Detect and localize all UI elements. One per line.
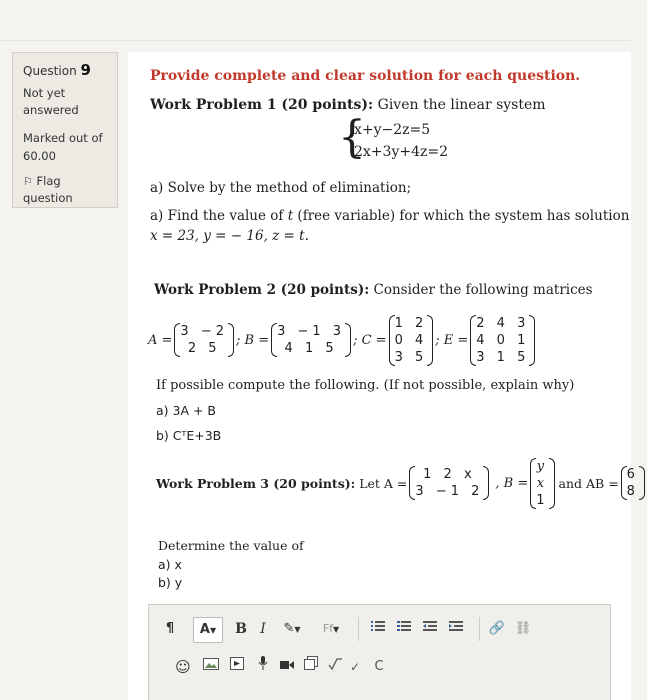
problem-2-intro: Consider the following matrices [369, 282, 593, 298]
outdent-icon [423, 620, 437, 632]
image-icon [203, 658, 219, 670]
matrix-p3-b [530, 458, 554, 509]
indent-icon [449, 620, 463, 632]
indent-button[interactable] [445, 617, 467, 641]
chevron-down-icon: ▼ [333, 625, 340, 634]
problem-3-and: and AB = [558, 475, 619, 491]
question-content [128, 52, 639, 700]
matrix-row: 4 0 1 [476, 332, 530, 348]
problem-1-part-a: a) Solve by the method of elimination; [150, 180, 412, 196]
toolbar-row-1 [155, 617, 605, 641]
matrix-e [470, 315, 535, 366]
problem-1-heading [150, 97, 546, 113]
p1b-post: (free variable) for which the system has solution [293, 208, 630, 224]
question-number-value: 9 [80, 61, 91, 79]
matrix-row: 3 −1 2 [415, 484, 484, 499]
top-bar [0, 0, 631, 41]
matrix-p3-a [409, 466, 489, 500]
bulleted-list-icon [371, 620, 385, 632]
problem-3-let: Let A = [355, 475, 408, 491]
files-icon [304, 656, 318, 670]
manage-files-button[interactable] [301, 655, 321, 679]
problem-2-part-a: a) 3A + B [156, 403, 217, 418]
toolbar-divider [358, 617, 359, 641]
toolbar-divider [479, 617, 480, 641]
matrix-b-label: ; B = [236, 332, 270, 348]
problem-3-line [156, 450, 647, 516]
problem-2-title: Work Problem 2 (20 points): [154, 282, 370, 298]
video-camera-icon [280, 660, 294, 670]
answer-editor[interactable] [148, 604, 611, 700]
equation-2: 2x+3y+4z=2 [354, 144, 449, 160]
link-button[interactable]: 🔗 [488, 621, 506, 636]
marked-out-of-value: 60.00 [23, 149, 56, 163]
bulleted-list-button[interactable] [367, 617, 389, 641]
paragraph-button[interactable]: ¶ [165, 621, 175, 636]
matrix-row: 2 5 [187, 341, 221, 356]
equation-icon [328, 658, 342, 670]
spellcheck-button[interactable]: C [374, 659, 384, 674]
numbered-list-icon [397, 620, 411, 632]
problem-3-determine: Determine the value of [158, 538, 304, 553]
flag-icon[interactable]: ⚐ [23, 175, 33, 188]
matrix-row: 3 1 5 [476, 349, 530, 365]
flag-question-link[interactable] [23, 173, 117, 207]
record-audio-button[interactable] [253, 655, 273, 679]
highlight-button[interactable] [279, 617, 305, 641]
question-info-panel [12, 52, 118, 208]
flag-label[interactable]: Flag [36, 174, 61, 188]
matrix-b [271, 323, 351, 357]
status-line-1: Not yet [23, 86, 66, 100]
p1b-pre: a) Find the value of [150, 208, 288, 224]
matrix-a [174, 323, 234, 357]
chevron-down-icon: ▼ [209, 626, 217, 635]
question-label: Question [23, 64, 77, 78]
matrix-row: 3 −1 3 [277, 324, 346, 339]
problem-2-part-b: b) CᵀE+3B [156, 428, 222, 443]
marks-info [23, 129, 117, 165]
system-brace: { [338, 112, 366, 163]
matrix-a-label: A = [148, 332, 173, 348]
problem-1-title: Work Problem 1 (20 points): [150, 97, 374, 113]
matrix-row: 3 5 [394, 349, 428, 365]
matrix-ab [621, 466, 645, 500]
equation-1: x+y−2z=5 [354, 122, 431, 138]
matrix-c-label: ; C = [353, 332, 387, 348]
matrix-row: 6 [626, 467, 639, 482]
media-button[interactable] [227, 655, 247, 679]
font-color-label: A [199, 622, 210, 637]
image-button[interactable] [201, 655, 221, 679]
marked-out-of-label: Marked out of [23, 131, 103, 145]
record-video-button[interactable] [277, 655, 297, 679]
matrix-row: 1 2 x [423, 467, 476, 482]
equation-button[interactable] [325, 655, 345, 679]
p1b-var: t [287, 208, 294, 224]
problem-2-text: If possible compute the following. (If not possible, explain why) [156, 378, 575, 393]
matrix-p3-b-label: , B = [495, 475, 529, 491]
matrix-row: 1 2 [394, 315, 428, 331]
font-family-label: Ff [322, 622, 334, 635]
toolbar-row-2 [155, 655, 605, 679]
matrix-row: 1 [536, 492, 549, 508]
outdent-button[interactable] [419, 617, 441, 641]
matrix-c [389, 315, 434, 366]
matrix-row: 3 −2 [180, 324, 228, 339]
problem-1-part-b [150, 208, 629, 224]
matrices-row [148, 308, 537, 372]
flag-label-2[interactable]: question [23, 191, 73, 205]
font-color-button[interactable] [193, 617, 223, 643]
problem-2-heading [154, 282, 593, 298]
matrix-row: y [536, 458, 549, 474]
matrix-row: x [536, 475, 549, 491]
media-icon [230, 657, 244, 670]
problem-3-title: Work Problem 3 (20 points): [156, 475, 356, 491]
font-family-button[interactable] [317, 617, 345, 641]
problem-3-part-a: a) x [158, 557, 182, 572]
matrix-row: 8 [626, 484, 639, 499]
accessibility-checker-button[interactable]: ✓ [349, 660, 361, 674]
status-line-2: answered [23, 103, 79, 117]
matrix-row: 2 4 3 [476, 315, 530, 331]
pen-icon: ✎ [283, 621, 295, 636]
problem-3-part-b: b) y [158, 575, 183, 590]
emoji-button[interactable]: ☺ [175, 658, 191, 676]
problem-1-intro: Given the linear system [373, 97, 546, 113]
question-number [23, 61, 117, 79]
matrix-e-label: ; E = [435, 332, 469, 348]
matrix-row: 4 1 5 [284, 341, 338, 356]
matrix-row: 0 4 [394, 332, 428, 348]
answer-status [23, 85, 117, 119]
instruction-text: Provide complete and clear solution for each question. [150, 68, 581, 84]
numbered-list-button[interactable] [393, 617, 415, 641]
problem-1-solution: x = 23, y = − 16, z = t. [150, 228, 309, 244]
chevron-down-icon: ▼ [294, 625, 301, 634]
italic-button[interactable]: I [260, 621, 266, 637]
unlink-button[interactable]: ⛓ [514, 621, 532, 636]
microphone-icon [258, 656, 268, 670]
bold-button[interactable]: B [235, 621, 247, 637]
